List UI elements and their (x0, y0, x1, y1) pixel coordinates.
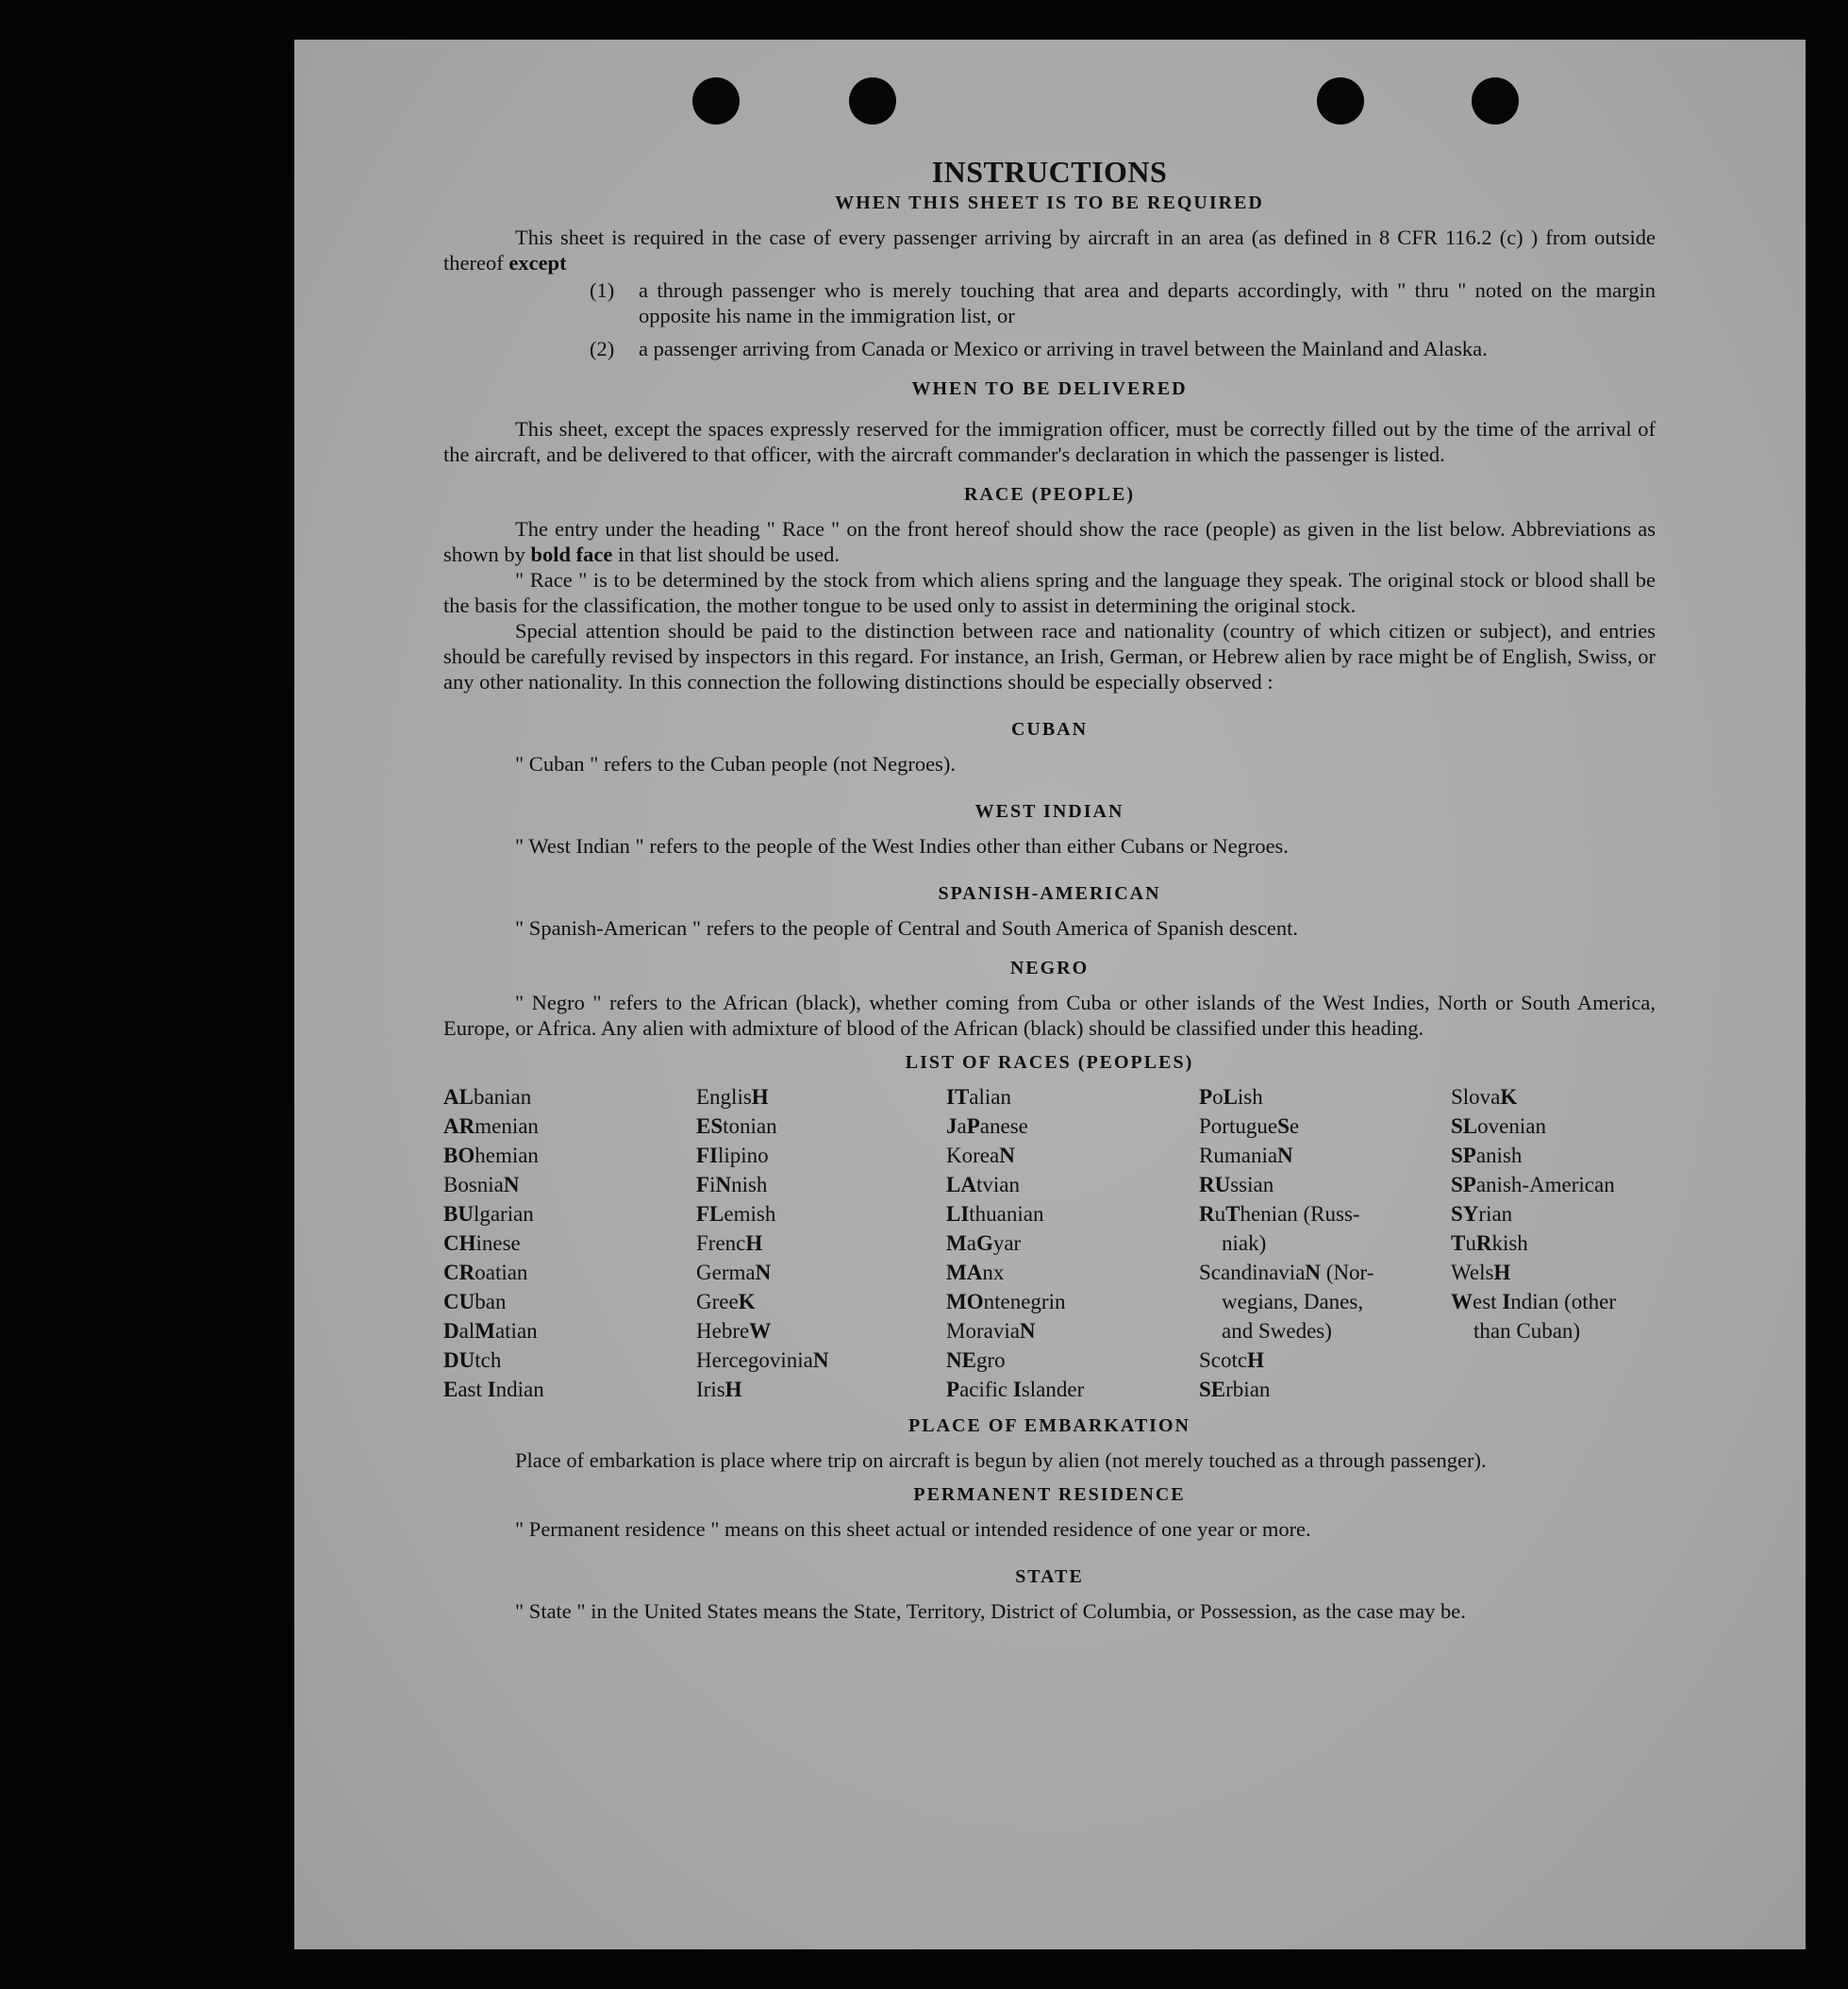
race-text: a (966, 1231, 976, 1255)
race-text: Moravia (946, 1319, 1020, 1343)
race-entry (1451, 1199, 1656, 1228)
race-text: nx (982, 1261, 1005, 1284)
race-text: anish-American (1475, 1173, 1615, 1196)
race-text: Frenc (696, 1231, 746, 1255)
race-text: Iris (696, 1378, 725, 1401)
race-entry (443, 1228, 696, 1258)
race-entry (696, 1112, 946, 1141)
race-text: than Cuban) (1473, 1319, 1581, 1343)
race-text: Rumania (1199, 1144, 1278, 1167)
race-entry (1199, 1316, 1451, 1346)
race-text: rian (1478, 1202, 1513, 1226)
race-abbrev: N (715, 1173, 732, 1196)
race-abbrev: H (745, 1231, 763, 1255)
race-entry (946, 1375, 1199, 1404)
race-entry (1199, 1258, 1451, 1287)
race-abbrev: N (1019, 1319, 1036, 1343)
race-entry (1451, 1082, 1656, 1112)
race-text: i (709, 1173, 716, 1196)
race-entry (946, 1258, 1199, 1287)
races-column (1199, 1082, 1451, 1404)
race-text: and Swedes) (1222, 1319, 1332, 1343)
race-text: tonian (723, 1114, 777, 1138)
race-abbrev: SY (1451, 1202, 1479, 1226)
race-abbrev: BU (443, 1202, 474, 1226)
race-text: tvian (975, 1173, 1020, 1196)
race-abbrev: H (1247, 1348, 1264, 1372)
race-text: Hebre (696, 1319, 750, 1343)
race-entry (1199, 1346, 1451, 1375)
race-text: yar (992, 1231, 1022, 1255)
race-abbrev: LI (946, 1202, 970, 1226)
race-entry (946, 1316, 1199, 1346)
race-abbrev: BO (443, 1144, 475, 1167)
heading-list-of-races: LIST OF RACES (PEOPLES) (905, 1052, 1194, 1073)
race-abbrev: FL (696, 1202, 724, 1226)
race-entry (1451, 1228, 1656, 1258)
heading-spanish-american: SPANISH-AMERICAN (938, 883, 1161, 904)
races-list (443, 1082, 1656, 1404)
race-text: emish (724, 1202, 776, 1226)
race-entry (946, 1141, 1199, 1170)
race-abbrev: CU (443, 1290, 475, 1313)
race-abbrev: E (443, 1378, 458, 1401)
heading-residence: PERMANENT RESIDENCE (913, 1484, 1186, 1505)
race-abbrev: D (443, 1319, 459, 1343)
spanish-american-text: " Spanish-American " refers to the people of Central and South America of Spanish descent. (515, 916, 1299, 940)
race-entry (696, 1346, 946, 1375)
race-text: u (1465, 1231, 1476, 1255)
race-entry (443, 1112, 696, 1141)
race-abbrev: AR (443, 1114, 475, 1138)
race-text: ast (458, 1378, 488, 1401)
race-text: ovenian (1477, 1114, 1546, 1138)
race-text: Bosnia (443, 1173, 504, 1196)
race-abbrev: P (1199, 1085, 1213, 1109)
race-entry (696, 1082, 946, 1112)
race-abbrev: FI (696, 1144, 718, 1167)
race-text: Scandinavia (1199, 1261, 1306, 1284)
race-entry (696, 1141, 946, 1170)
race-entry (1199, 1228, 1451, 1258)
race-abbrev: N (999, 1144, 1015, 1167)
race-text: Germa (696, 1261, 756, 1284)
race-abbrev: W (749, 1319, 772, 1343)
race-abbrev: I (487, 1378, 496, 1401)
race-entry (1199, 1141, 1451, 1170)
race-entry (1199, 1199, 1451, 1228)
race-entry (443, 1141, 696, 1170)
race-text: Gree (696, 1290, 739, 1313)
race-text: lgarian (473, 1202, 534, 1226)
race-entry (696, 1316, 946, 1346)
race-entry (1199, 1082, 1451, 1112)
race-text: rbian (1225, 1378, 1271, 1401)
race-abbrev: ES (696, 1114, 724, 1138)
race-abbrev: MO (946, 1290, 984, 1313)
race-text: ban (474, 1290, 507, 1313)
race-text: anese (979, 1114, 1028, 1138)
race-text: henian (Russ- (1240, 1202, 1360, 1226)
race-entry (696, 1170, 946, 1199)
race-entry (1451, 1287, 1656, 1316)
punch-hole (1317, 77, 1364, 125)
race-entry (1199, 1375, 1451, 1404)
heading-required: WHEN THIS SHEET IS TO BE REQUIRED (835, 192, 1264, 213)
race-abbrev: I (1012, 1378, 1022, 1401)
race-abbrev: M (474, 1319, 495, 1343)
race-abbrev: T (1451, 1231, 1466, 1255)
race-text: nish (731, 1173, 768, 1196)
race-text: Englis (696, 1085, 752, 1109)
race-entry (1451, 1258, 1656, 1287)
race-text: niak) (1222, 1231, 1267, 1255)
race-text: u (1214, 1202, 1226, 1226)
race-abbrev: IT (946, 1085, 970, 1109)
race-text: (Nor- (1321, 1261, 1374, 1284)
race-text: e (1289, 1114, 1300, 1138)
race-abbrev: SL (1451, 1114, 1478, 1138)
race-text: hemian (474, 1144, 539, 1167)
race-abbrev: N (812, 1348, 829, 1372)
race-text: est (1473, 1290, 1503, 1313)
race-text: Scotc (1199, 1348, 1248, 1372)
race-abbrev: H (1493, 1261, 1511, 1284)
heading-negro: NEGRO (1009, 958, 1090, 978)
race-abbrev: R (1475, 1231, 1492, 1255)
residence-text: " Permanent residence " means on this sheet actual or intended residence of one year or more. (515, 1517, 1311, 1541)
race-entry (443, 1346, 696, 1375)
race-text: alian (969, 1085, 1011, 1109)
cuban-text: " Cuban " refers to the Cuban people (not Negroes). (515, 752, 956, 776)
race-text: ndian (495, 1378, 544, 1401)
heading-west-indian: WEST INDIAN (974, 801, 1124, 822)
delivered-text: This sheet, except the spaces expressly reserved for the immigration officer, must be correctly filled out by the time of the arrival of the aircraft, and be delivered to that officer, with the aircraft commander's declaration in which the passenger is listed. (443, 417, 1656, 466)
heading-embarkation: PLACE OF EMBARKATION (908, 1415, 1190, 1436)
race-text: menian (474, 1114, 539, 1138)
race-entry (696, 1199, 946, 1228)
race-abbrev: SE (1199, 1378, 1226, 1401)
race-entry (946, 1082, 1199, 1112)
race-abbrev: CH (443, 1231, 476, 1255)
race-text: wegians, Danes, (1222, 1290, 1364, 1313)
race-entry (1199, 1112, 1451, 1141)
race-text: ndian (other (1510, 1290, 1617, 1313)
race-text: acific (959, 1378, 1013, 1401)
race-entry (946, 1228, 1199, 1258)
race-abbrev: N (503, 1173, 520, 1196)
race-text: anish (1475, 1144, 1523, 1167)
race-entry (946, 1346, 1199, 1375)
race-abbrev: LA (946, 1173, 976, 1196)
race-text: inese (475, 1231, 521, 1255)
west-indian-text: " West Indian " refers to the people of the West Indies other than either Cubans or Negroes. (515, 834, 1289, 858)
race-text: Korea (946, 1144, 1000, 1167)
race-text: ish (1237, 1085, 1263, 1109)
race-abbrev: G (975, 1231, 993, 1255)
race-entry (1451, 1316, 1656, 1346)
race-abbrev: DU (443, 1348, 475, 1372)
heading-delivered: WHEN TO BE DELIVERED (911, 378, 1188, 399)
exception-list (443, 277, 1656, 361)
race-text: Wels (1451, 1261, 1494, 1284)
exception-item: (2) a passenger arriving from Canada or Mexico or arriving in travel between the Mainland and Alaska. (590, 337, 1488, 360)
embarkation-text: Place of embarkation is place where trip on aircraft is begun by alien (not merely touched as a through passenger). (515, 1448, 1487, 1472)
race-abbrev: T (1225, 1202, 1240, 1226)
race-abbrev: K (1500, 1085, 1518, 1109)
heading-cuban: CUBAN (1010, 719, 1089, 740)
race-text: ntenegrin (983, 1290, 1066, 1313)
race-text: lipino (718, 1144, 769, 1167)
exception-item: (1) a through passenger who is merely touching that area and departs accordingly, with " thru " noted on the margin opposite his name in the immigration list, or (590, 278, 1656, 327)
race-entry (696, 1375, 946, 1404)
race-entry (1199, 1287, 1451, 1316)
race-abbrev: N (755, 1261, 772, 1284)
race-abbrev: K (738, 1290, 756, 1313)
heading-race: RACE (PEOPLE) (964, 484, 1135, 505)
race-abbrev: CR (443, 1261, 475, 1284)
race-abbrev: N (1305, 1261, 1322, 1284)
state-text: " State " in the United States means the State, Territory, District of Columbia, or Possession, as the case may be. (515, 1599, 1466, 1623)
race-abbrev: NE (946, 1348, 976, 1372)
race-abbrev: S (1277, 1114, 1290, 1138)
race-abbrev: R (1199, 1202, 1215, 1226)
punch-hole (1472, 77, 1519, 125)
race-entry (443, 1316, 696, 1346)
race-text: kish (1491, 1231, 1528, 1255)
heading-state: STATE (1015, 1566, 1084, 1587)
race-abbrev: W (1451, 1290, 1473, 1313)
race-text: Hercegovinia (696, 1348, 813, 1372)
race-text: oatian (474, 1261, 528, 1284)
race-abbrev: AL (443, 1085, 474, 1109)
race-text: Portugue (1199, 1114, 1278, 1138)
race-text: tch (474, 1348, 502, 1372)
race-text: thuanian (969, 1202, 1044, 1226)
race-abbrev: M (946, 1231, 967, 1255)
race-text: Slova (1451, 1085, 1501, 1109)
race-entry (946, 1112, 1199, 1141)
race-entry (1199, 1170, 1451, 1199)
race-abbrev: SP (1451, 1173, 1476, 1196)
race-entry (443, 1375, 696, 1404)
race-abbrev: H (751, 1085, 769, 1109)
punch-hole (692, 77, 740, 125)
race-text: gro (975, 1348, 1006, 1372)
race-text: ssian (1230, 1173, 1274, 1196)
race-abbrev: I (1502, 1290, 1511, 1313)
races-column (696, 1082, 946, 1404)
race-abbrev: F (696, 1173, 710, 1196)
race-text: a (957, 1114, 967, 1138)
race-paragraph-3: Special attention should be paid to the distinction between race and nationality (country of which citizen or subject), and entries should be carefully revised by inspectors in this regard. For instance, an Irish, German, or Hebrew alien by race might be of English, Swiss, or any other nationality. In this connection the following distinctions should be especially observed : (443, 619, 1656, 694)
instructions-content (443, 155, 1656, 1624)
race-entry (946, 1170, 1199, 1199)
race-text: al (458, 1319, 475, 1343)
race-entry (443, 1170, 696, 1199)
race-abbrev: SP (1451, 1144, 1476, 1167)
race-entry (946, 1199, 1199, 1228)
race-entry (696, 1287, 946, 1316)
race-abbrev: N (1277, 1144, 1293, 1167)
races-column (946, 1082, 1199, 1404)
race-abbrev: RU (1199, 1173, 1231, 1196)
race-paragraph-1: The entry under the heading " Race " on the front hereof should show the race (people) as given in the list below. Abbreviations as shown by bold face in that list should be used. (443, 517, 1656, 566)
race-abbrev: H (724, 1378, 742, 1401)
race-text: slander (1021, 1378, 1085, 1401)
race-text: o (1212, 1085, 1224, 1109)
race-text: banian (473, 1085, 532, 1109)
race-entry (443, 1082, 696, 1112)
document-page (294, 40, 1806, 1949)
race-entry (443, 1199, 696, 1228)
races-column (1451, 1082, 1656, 1404)
race-abbrev: MA (946, 1261, 983, 1284)
race-entry (696, 1258, 946, 1287)
race-abbrev: L (1223, 1085, 1238, 1109)
race-abbrev: P (966, 1114, 980, 1138)
race-paragraph-2: " Race " is to be determined by the stock from which aliens spring and the language they speak. The original stock or blood shall be the basis for the classification, the mother tongue to be used only to assist in determining the original stock. (443, 568, 1656, 617)
race-entry (946, 1287, 1199, 1316)
race-entry (443, 1287, 696, 1316)
race-entry (1451, 1170, 1656, 1199)
race-abbrev: J (946, 1114, 957, 1138)
punch-hole (849, 77, 896, 125)
race-entry (443, 1258, 696, 1287)
races-column (443, 1082, 696, 1404)
race-abbrev: P (946, 1378, 960, 1401)
race-entry (1451, 1112, 1656, 1141)
required-intro: This sheet is required in the case of every passenger arriving by aircraft in an area (as defined in 8 CFR 116.2 (c) ) from outside thereof except (443, 226, 1656, 275)
page-title: INSTRUCTIONS (931, 155, 1168, 189)
negro-text: " Negro " refers to the African (black), whether coming from Cuba or other islands of the West Indies, North or South America, Europe, or Africa. Any alien with admixture of blood of the African (black) should be classified under this heading. (443, 991, 1656, 1040)
race-entry (696, 1228, 946, 1258)
race-entry (1451, 1141, 1656, 1170)
race-text: atian (494, 1319, 538, 1343)
